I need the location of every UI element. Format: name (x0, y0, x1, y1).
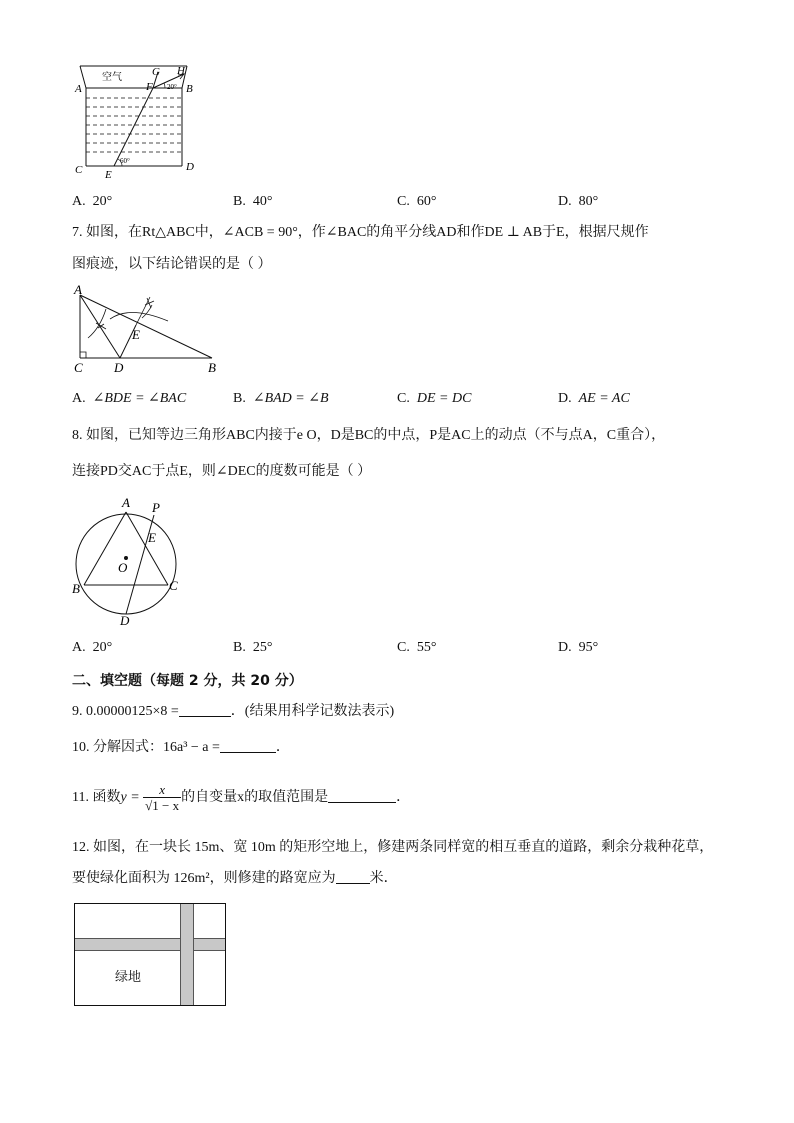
q7-text-line1: 7. 如图，在Rt△ABC中，∠ACB = 90°，作∠BAC的角平分线AD和作DE ⊥ AB于E，根据尺规作 (72, 225, 649, 240)
q8-option-d[interactable]: D. 95° (558, 640, 599, 655)
q10-answer-blank[interactable] (220, 738, 276, 753)
q12-road-horizontal (75, 938, 225, 951)
q8-label-P: P (152, 500, 160, 515)
q12-answer-blank[interactable] (336, 869, 370, 884)
q6-label-B: B (186, 83, 193, 95)
q7-label-B: B (208, 360, 216, 375)
q12-text-line1: 12. 如图，在一块长 15m、宽 10m 的矩形空地上，修建两条同样宽的相互垂直的道路，剩余分栽种花草， (72, 840, 714, 855)
q8-label-A: A (122, 495, 130, 510)
q12-figure (74, 903, 226, 1006)
q6-label-F: F (146, 81, 153, 93)
q6-label-H: H (177, 65, 185, 77)
q6-label-A: A (75, 83, 82, 95)
q7-label-D: D (114, 360, 124, 375)
q7-text-line2: 图痕迹，以下结论错误的是（ ） (72, 257, 272, 272)
q6-option-b[interactable]: B. 40° (233, 194, 273, 209)
q6-figure (70, 60, 210, 185)
q8-option-a[interactable]: A. 20° (72, 640, 113, 655)
q6-angle-top: 20° (167, 83, 177, 91)
q9-answer-blank[interactable] (179, 702, 231, 717)
q8-label-O: O (118, 560, 128, 575)
q9-number: 9. (72, 704, 83, 719)
q7-label-E: E (132, 327, 140, 342)
q6-angle-bottom: 60° (120, 157, 130, 165)
q6-label-C: C (75, 164, 83, 176)
q11-answer-blank[interactable] (328, 788, 396, 803)
q7-label-A: A (74, 283, 82, 297)
q10-text: 10. 分解因式：16a³ − a = ． (72, 740, 290, 755)
section-title: 二、填空题（每题 2 分，共 20 分） (72, 673, 303, 689)
q7-option-c[interactable]: C. DE = DC (397, 391, 472, 406)
q8-label-C: C (169, 578, 178, 593)
q8-label-D: D (120, 613, 130, 627)
q8-option-c[interactable]: C. 55° (397, 640, 437, 655)
q11-fraction: $\frac{x}{√1 - x}$ (145, 782, 180, 814)
q10-number: 10. (72, 740, 90, 755)
q9-text: 9. 0.00000125×8 = ．(结果用科学记数法表示) (72, 704, 395, 719)
q11-text: 11. 函数y = $\frac{x}{√1 - x}$ 的自变量x的取值范围是 ． (72, 782, 411, 814)
q8-label-E: E (148, 530, 156, 545)
q8-number: 8. (72, 428, 83, 443)
q12-green-label: 绿地 (115, 970, 142, 985)
q12-number: 12. (72, 840, 90, 855)
q8-option-b[interactable]: B. 25° (233, 640, 273, 655)
q8-text-line1: 8. 如图，已知等边三角形ABC内接于e O，D是BC的中点，P是AC上的动点（不与点A，C重合）， (72, 428, 666, 443)
q8-text-line2: 连接PD交AC于点E，则∠DEC的度数可能是（ ） (72, 464, 372, 479)
q6-air-label: 空气 (102, 72, 122, 83)
q12-text-line2: 要使绿化面积为 126m²，则修建的路宽应为 米． (72, 871, 398, 886)
q8-figure (70, 492, 190, 627)
q6-label-D: D (186, 161, 194, 173)
q7-figure (70, 283, 230, 378)
q6-label-E: E (105, 169, 112, 181)
q11-number: 11. (72, 790, 89, 805)
q7-option-b[interactable]: B. ∠BAD = ∠B (233, 391, 329, 406)
q12-road-vertical (180, 904, 194, 1005)
q8-label-B: B (72, 581, 80, 596)
q6-label-G: G (152, 66, 160, 78)
q6-option-d[interactable]: D. 80° (558, 194, 599, 209)
q7-number: 7. (72, 225, 83, 240)
q6-option-c[interactable]: C. 60° (397, 194, 437, 209)
q6-option-a[interactable]: A. 20° (72, 194, 113, 209)
q7-option-d[interactable]: D. AE = AC (558, 391, 630, 406)
q7-label-C: C (74, 360, 83, 375)
q7-option-a[interactable]: A. ∠BDE = ∠BAC (72, 391, 187, 406)
